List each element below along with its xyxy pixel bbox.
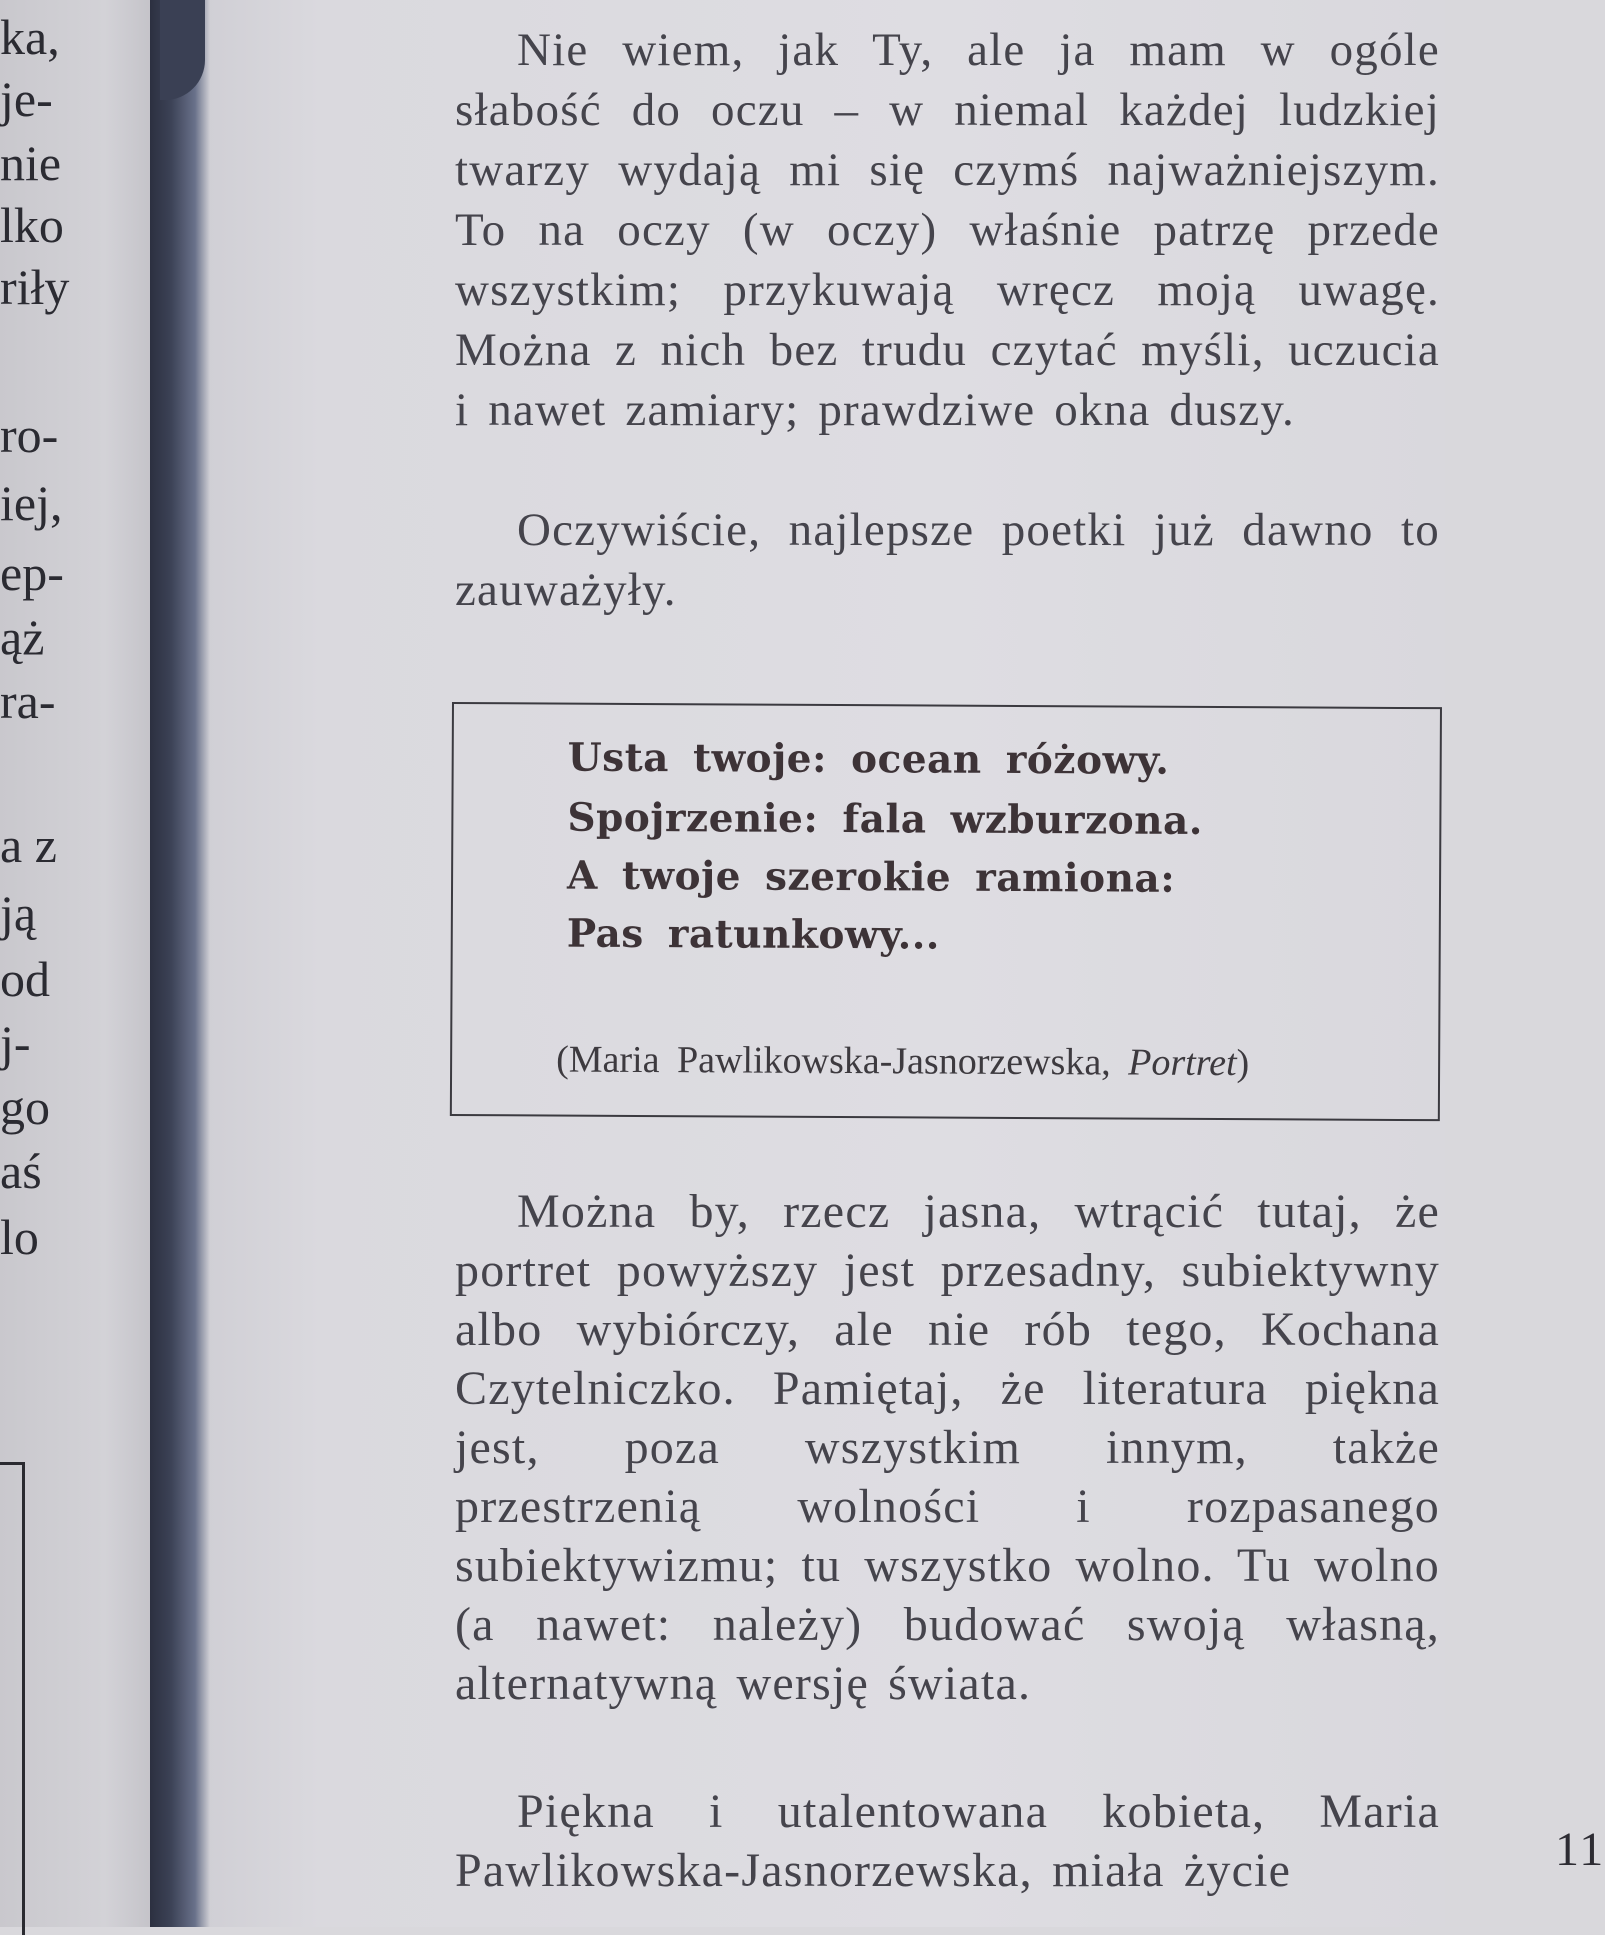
poem-source-prefix: (Maria Pawlikowska-Jasnorzewska, <box>556 1038 1129 1084</box>
previous-page-fragment: ep- <box>0 545 64 601</box>
paragraph-eyes: Nie wiem, jak Ty, ale ja mam w ogóle słabość do oczu – w niemal każdej ludzkiej twarzy wydają mi się czymś najważniejszym. To na oczy (w oczy) właśnie patrzę przede wszystkim; przykuwają wręcz moją uwagę. Można z nich bez trudu czytać myśli, uczucia i nawet zamiary; prawdziwe okna duszy. <box>455 24 1440 436</box>
paragraph-pawlikowska: Piękna i utalentowana kobieta, Maria Pawlikowska-Jasnorzewska, miała życie <box>455 1785 1440 1897</box>
previous-page-edge <box>0 0 175 1927</box>
paragraph-poets: Oczywiście, najlepsze poetki już dawno to zauważyły. <box>455 504 1440 616</box>
previous-page-fragment: j- <box>0 1015 31 1071</box>
poem-quote-box <box>450 702 1442 1121</box>
previous-page-fragment: aś <box>0 1143 42 1199</box>
previous-page-fragment: lo <box>0 1209 39 1265</box>
previous-page-fragment: ro- <box>0 407 59 463</box>
previous-page-fragment: od <box>0 951 50 1007</box>
previous-page-fragment: go <box>0 1079 50 1135</box>
previous-page-fragment: riły <box>0 259 70 315</box>
previous-page-fragment: a z <box>0 817 57 873</box>
previous-page-fragment: ąż <box>0 609 45 665</box>
book-page <box>195 0 1605 1927</box>
poem-source-suffix: ) <box>1236 1042 1250 1085</box>
poem-source-title: Portret <box>1128 1041 1237 1085</box>
paragraph-literature-freedom: Można by, rzecz jasna, wtrącić tutaj, że portret powyższy jest przesadny, subiektywny albo wybiórczy, ale nie rób tego, Kochana Czytelniczko. Pamiętaj, że literatura piękna jest, poza wszystkim innym, także przestrzenią wolności i rozpasanego subiektywizmu; tu wszystko wolno. Tu wolno (a nawet: należy) budować swoją własną, alternatywną wersję świata. <box>455 1185 1440 1710</box>
previous-page-fragment: ją <box>0 885 37 941</box>
previous-page-fragment: je- <box>0 71 53 127</box>
poem-source <box>556 1038 1249 1086</box>
poem-line: Usta twoje: ocean różowy. <box>567 734 1170 784</box>
previous-page-fragment: ka, <box>0 9 60 65</box>
poem-line: A twoje szerokie ramiona: <box>566 852 1176 902</box>
book-gutter-shadow <box>150 0 210 1927</box>
poem-line: Pas ratunkowy... <box>566 910 941 959</box>
previous-page-fragment: ra- <box>0 673 56 729</box>
page-number: 11 <box>1555 1823 1605 1876</box>
previous-page-box-edge <box>0 1462 25 1935</box>
previous-page-fragment: lko <box>0 197 64 253</box>
previous-page-fragment: nie <box>0 135 62 191</box>
poem-line: Spojrzenie: fala wzburzona. <box>567 794 1204 844</box>
previous-page-fragment: iej, <box>0 475 63 531</box>
